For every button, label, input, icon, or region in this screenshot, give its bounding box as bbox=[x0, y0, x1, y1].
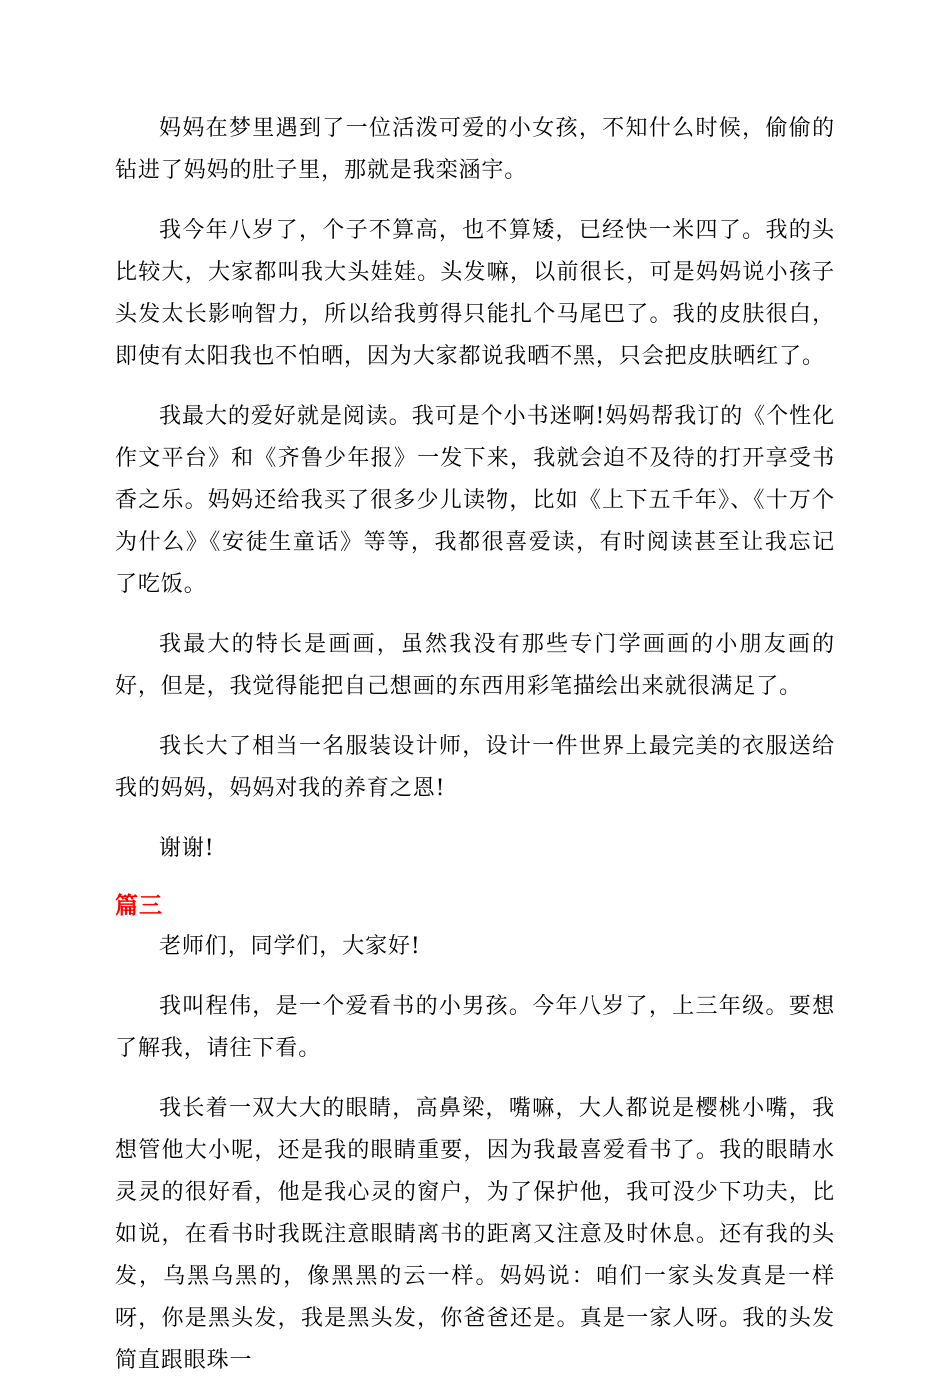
document-body bbox=[115, 108, 835, 1382]
paragraph: 谢谢! bbox=[159, 836, 215, 861]
paragraph: 我长大了相当一名服装设计师，设计一件世界上最完美的衣服送给我的妈妈，妈妈对我的养育之恩! bbox=[115, 734, 835, 801]
paragraph: 我叫程伟，是一个爱看书的小男孩。今年八岁了，上三年级。要想了解我，请往下看。 bbox=[115, 994, 835, 1061]
paragraph: 妈妈在梦里遇到了一位活泼可爱的小女孩，不知什么时候，偷偷的钻进了妈妈的肚子里，那就是我栾涵宇。 bbox=[115, 116, 835, 183]
section-heading: 篇三 bbox=[115, 893, 163, 919]
paragraph: 我最大的爱好就是阅读。我可是个小书迷啊!妈妈帮我订的《个性化作文平台》和《齐鲁少年报》一发下来，我就会迫不及待的打开享受书香之乐。妈妈还给我买了很多少儿读物，比如《上下五千年》、《十万个为什么》《安徒生童话》等等，我都很喜爱读，有时阅读甚至让我忘记了吃饭。 bbox=[115, 404, 835, 597]
paragraph: 我长着一双大大的眼睛，高鼻梁，嘴嘛，大人都说是樱桃小嘴，我想管他大小呢，还是我的眼睛重要，因为我最喜爱看书了。我的眼睛水灵灵的很好看，他是我心灵的窗户，为了保护他，我可没少下功夫，比如说，在看书时我既注意眼睛离书的距离又注意及时休息。还有我的头发，乌黑乌黑的，像黑黑的云一样。妈妈说：咱们一家头发真是一样呀，你是黑头发，我是黑头发，你爸爸还是。真是一家人呀。我的头发简直跟眼珠一 bbox=[115, 1096, 835, 1373]
paragraph: 我最大的特长是画画，虽然我没有那些专门学画画的小朋友画的好，但是，我觉得能把自己想画的东西用彩笔描绘出来就很满足了。 bbox=[115, 632, 835, 699]
paragraph: 我今年八岁了，个子不算高，也不算矮，已经快一米四了。我的头比较大，大家都叫我大头娃娃。头发嘛，以前很长，可是妈妈说小孩子头发太长影响智力，所以给我剪得只能扎个马尾巴了。我的皮肤很白，即使有太阳我也不怕晒，因为大家都说我晒不黑，只会把皮肤晒红了。 bbox=[115, 218, 835, 369]
paragraph: 老师们，同学们，大家好! bbox=[159, 934, 421, 959]
